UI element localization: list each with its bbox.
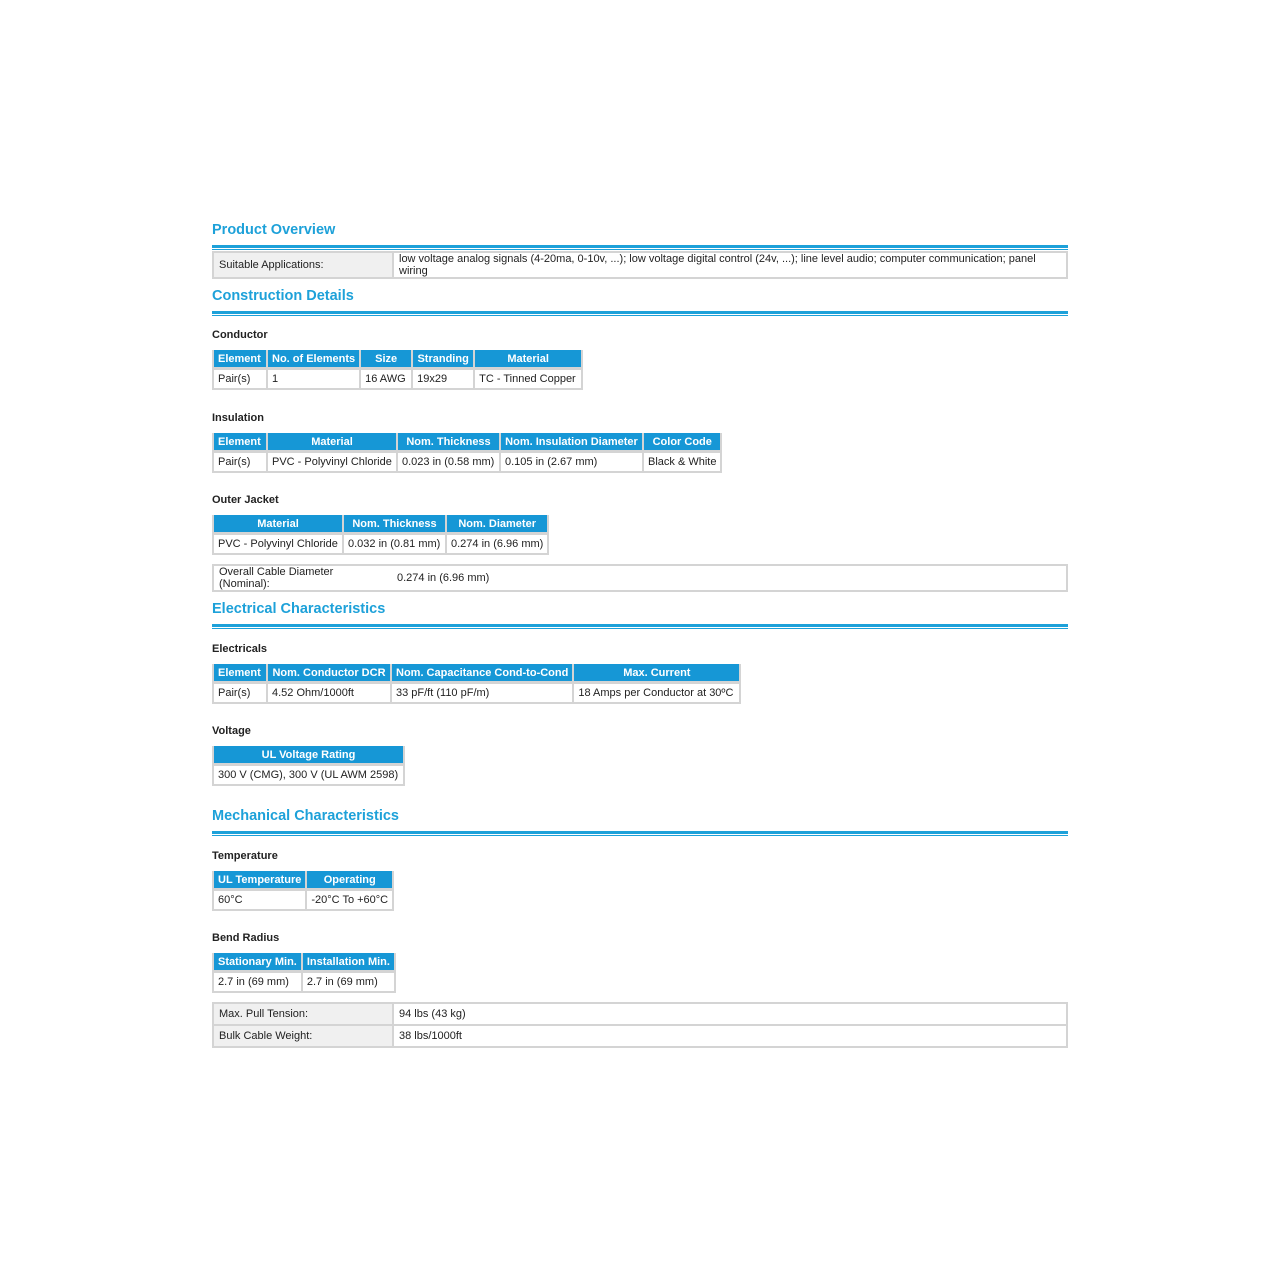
col-header: Nom. Thickness — [344, 515, 447, 535]
table-row — [212, 535, 549, 555]
cell: Pair(s) — [212, 370, 268, 390]
cell: 33 pF/ft (110 pF/m) — [392, 684, 574, 704]
table-header-row — [212, 350, 583, 370]
col-header: Installation Min. — [303, 953, 396, 973]
electrical-section — [212, 599, 1068, 629]
voltage-heading: Voltage — [212, 725, 251, 737]
cell: 16 AWG — [361, 370, 413, 390]
temperature-table — [212, 871, 394, 911]
table-header-row — [212, 664, 741, 684]
cell: Pair(s) — [212, 684, 268, 704]
pull-tension-value: 94 lbs (43 kg) — [393, 1003, 1067, 1025]
cable-weight-value: 38 lbs/1000ft — [393, 1025, 1067, 1047]
col-header: Nom. Thickness — [398, 433, 501, 453]
conductor-heading: Conductor — [212, 329, 268, 341]
section-rule — [212, 831, 1068, 836]
cell: 60°C — [212, 891, 307, 911]
table-row — [213, 565, 1067, 591]
cell: PVC - Polyvinyl Chloride — [268, 453, 398, 473]
voltage-table — [212, 746, 405, 786]
cell: 0.105 in (2.67 mm) — [501, 453, 644, 473]
outer-jacket-heading: Outer Jacket — [212, 494, 279, 506]
cell: 1 — [268, 370, 361, 390]
col-header: Material — [212, 515, 344, 535]
table-row — [213, 1003, 1067, 1025]
temperature-block — [212, 849, 394, 911]
table-row — [212, 891, 394, 911]
section-title-product-overview: Product Overview — [212, 222, 336, 238]
applications-label: Suitable Applications: — [213, 252, 393, 278]
section-title-mechanical: Mechanical Characteristics — [212, 808, 399, 824]
col-header: Operating — [307, 871, 394, 891]
conductor-block — [212, 328, 583, 390]
col-header: Stranding — [413, 350, 475, 370]
cell: 18 Amps per Conductor at 30ºC — [574, 684, 741, 704]
col-header: Stationary Min. — [212, 953, 303, 973]
cell: 2.7 in (69 mm) — [303, 973, 396, 993]
product-overview-section — [212, 220, 1068, 279]
col-header: Nom. Insulation Diameter — [501, 433, 644, 453]
col-header: Material — [268, 433, 398, 453]
cell: -20°C To +60°C — [307, 891, 394, 911]
col-header: Nom. Diameter — [447, 515, 549, 535]
col-header: Element — [212, 433, 268, 453]
cell: 4.52 Ohm/1000ft — [268, 684, 392, 704]
cell: 19x29 — [413, 370, 475, 390]
table-row — [213, 1025, 1067, 1047]
col-header: Nom. Capacitance Cond-to-Cond — [392, 664, 574, 684]
overall-diameter-value: 0.274 in (6.96 mm) — [392, 565, 1067, 591]
voltage-block — [212, 724, 405, 786]
mechanical-kv-table — [212, 1002, 1068, 1048]
table-row — [212, 973, 396, 993]
table-header-row — [212, 871, 394, 891]
temperature-heading: Temperature — [212, 850, 278, 862]
conductor-table — [212, 350, 583, 390]
cell: 2.7 in (69 mm) — [212, 973, 303, 993]
electricals-table — [212, 664, 741, 704]
cable-weight-label: Bulk Cable Weight: — [213, 1025, 393, 1047]
applications-value: low voltage analog signals (4-20ma, 0-10v, ...); low voltage digital control (24v, ...); line level audio; computer communication; panel wiring — [393, 252, 1067, 278]
table-header-row — [212, 746, 405, 766]
cell: 0.274 in (6.96 mm) — [447, 535, 549, 555]
cell: 0.032 in (0.81 mm) — [344, 535, 447, 555]
col-header: No. of Elements — [268, 350, 361, 370]
outer-jacket-table — [212, 515, 549, 555]
section-rule — [212, 624, 1068, 629]
pull-tension-label: Max. Pull Tension: — [213, 1003, 393, 1025]
col-header: UL Temperature — [212, 871, 307, 891]
section-title-electrical: Electrical Characteristics — [212, 601, 386, 617]
construction-section — [212, 286, 1068, 316]
col-header: Element — [212, 350, 268, 370]
cell: 0.023 in (0.58 mm) — [398, 453, 501, 473]
cell: Black & White — [644, 453, 722, 473]
col-header: Color Code — [644, 433, 722, 453]
insulation-heading: Insulation — [212, 412, 264, 424]
outer-jacket-block — [212, 493, 549, 555]
insulation-table — [212, 433, 722, 473]
col-header: Max. Current — [574, 664, 741, 684]
mechanical-section — [212, 806, 1068, 836]
cell: Pair(s) — [212, 453, 268, 473]
section-rule — [212, 245, 1068, 250]
cell: TC - Tinned Copper — [475, 370, 583, 390]
cell: PVC - Polyvinyl Chloride — [212, 535, 344, 555]
col-header: UL Voltage Rating — [212, 746, 405, 766]
table-row — [212, 370, 583, 390]
table-row — [212, 766, 405, 786]
table-row — [212, 453, 722, 473]
table-header-row — [212, 515, 549, 535]
bend-radius-block — [212, 931, 396, 993]
electricals-block — [212, 642, 741, 704]
col-header: Nom. Conductor DCR — [268, 664, 392, 684]
insulation-block — [212, 411, 722, 473]
col-header: Element — [212, 664, 268, 684]
electricals-heading: Electricals — [212, 643, 268, 655]
section-rule — [212, 311, 1068, 316]
overall-diameter-label: Overall Cable Diameter (Nominal): — [213, 565, 392, 591]
table-row — [212, 684, 741, 704]
table-header-row — [212, 433, 722, 453]
cell: 300 V (CMG), 300 V (UL AWM 2598) — [212, 766, 405, 786]
bend-radius-heading: Bend Radius — [212, 932, 280, 944]
mechanical-kv-block — [212, 1002, 1068, 1048]
col-header: Material — [475, 350, 583, 370]
bend-radius-table — [212, 953, 396, 993]
overview-table — [212, 251, 1068, 279]
table-row — [213, 252, 1067, 278]
overall-diameter-block — [212, 564, 1068, 592]
section-title-construction: Construction Details — [212, 288, 354, 304]
col-header: Size — [361, 350, 413, 370]
overall-diameter-table — [212, 564, 1068, 592]
table-header-row — [212, 953, 396, 973]
